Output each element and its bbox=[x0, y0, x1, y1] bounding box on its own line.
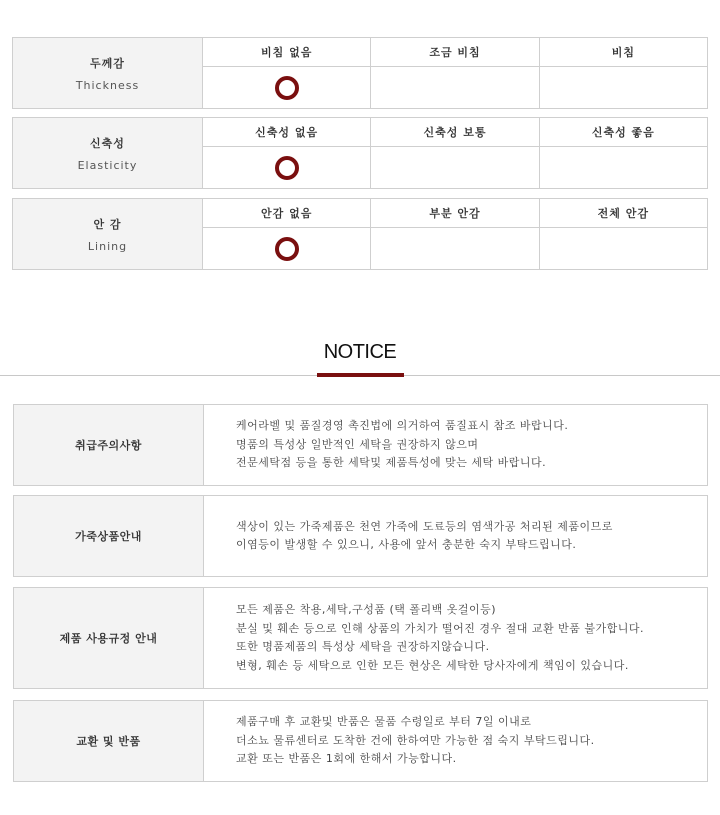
spec-elasticity-value-2 bbox=[371, 147, 539, 188]
spec-elasticity bbox=[12, 117, 708, 189]
notice-title: NOTICE bbox=[323, 341, 397, 363]
spec-thickness-option-3: 비침 bbox=[611, 46, 635, 59]
notice-usage-label: 제품 사용규정 안내 bbox=[14, 588, 204, 688]
notice-accent-bar bbox=[317, 373, 404, 377]
notice-exchange-line: 더소뇨 물류센터로 도착한 건에 한하여만 가능한 점 숙지 부탁드립니다. bbox=[236, 733, 595, 747]
spec-elasticity-value-3 bbox=[540, 147, 707, 188]
spec-lining-option-3: 전체 안감 bbox=[597, 207, 649, 220]
spec-thickness-label-ko: 두께감 bbox=[90, 56, 125, 70]
spec-thickness-value-3 bbox=[540, 67, 707, 108]
spec-elasticity-value-1 bbox=[203, 147, 371, 188]
notice-leather-line: 이염등이 발생할 수 있으니, 사용에 앞서 충분한 숙지 부탁드립니다. bbox=[236, 538, 577, 551]
spec-lining-label-cell bbox=[13, 199, 203, 269]
spec-lining-label-ko: 안 감 bbox=[93, 217, 122, 231]
spec-thickness-grid bbox=[203, 38, 707, 108]
spec-thickness-option-1: 비침 없음 bbox=[203, 38, 371, 66]
spec-elasticity-label-en: Elasticity bbox=[77, 158, 138, 172]
notice-usage bbox=[13, 587, 708, 689]
notice-care-line: 전문세탁점 등을 통한 세탁및 제품특성에 맞는 세탁 바랍니다. bbox=[236, 456, 547, 470]
notice-usage-line: 분실 및 훼손 등으로 인해 상품의 가치가 떨어진 경우 절대 교환 반품 불가합니다. bbox=[236, 621, 644, 635]
notice-care-line: 케어라벨 및 품질경영 촉진법에 의거하여 품질표시 참조 바랍니다. bbox=[236, 419, 569, 433]
notice-exchange-text bbox=[204, 701, 707, 781]
spec-thickness bbox=[12, 37, 708, 109]
notice-care-label: 취급주의사항 bbox=[14, 405, 204, 485]
notice-care-line: 명품의 특성상 일반적인 세탁을 권장하지 않으며 bbox=[236, 437, 479, 451]
selected-circle-icon bbox=[275, 156, 299, 180]
notice-leather bbox=[13, 495, 708, 577]
spec-elasticity-label-ko: 신축성 bbox=[90, 136, 125, 150]
spec-thickness-value-1 bbox=[203, 67, 371, 108]
spec-thickness-option-2: 조금 비침 bbox=[371, 38, 539, 66]
notice-leather-text bbox=[204, 496, 707, 576]
notice-exchange-line: 제품구매 후 교환및 반품은 물품 수령일로 부터 7일 이내로 bbox=[236, 715, 532, 729]
spec-elasticity-label-cell bbox=[13, 118, 203, 188]
spec-lining-label-en: Lining bbox=[87, 239, 128, 253]
spec-lining-option-1: 안감 없음 bbox=[203, 199, 371, 227]
selected-circle-icon bbox=[275, 76, 299, 100]
spec-lining-value-2 bbox=[371, 228, 539, 269]
spec-elasticity-option-1: 신축성 없음 bbox=[203, 118, 371, 146]
notice-leather-label: 가죽상품안내 bbox=[14, 496, 204, 576]
spec-lining-value-1 bbox=[203, 228, 371, 269]
notice-care bbox=[13, 404, 708, 486]
notice-exchange-label: 교환 및 반품 bbox=[14, 701, 204, 781]
spec-lining bbox=[12, 198, 708, 270]
notice-care-text bbox=[204, 405, 707, 485]
notice-leather-line: 색상이 있는 가죽제품은 천연 가죽에 도료등의 염색가공 처리된 제품이므로 bbox=[236, 519, 613, 533]
spec-elasticity-grid bbox=[203, 118, 707, 188]
spec-lining-option-2: 부분 안감 bbox=[371, 199, 539, 227]
notice-usage-line: 변형, 훼손 등 세탁으로 인한 모든 현상은 세탁한 당사자에게 책임이 있습니다. bbox=[236, 658, 629, 672]
selected-circle-icon bbox=[275, 237, 299, 261]
spec-elasticity-option-3: 신축성 좋음 bbox=[591, 126, 655, 139]
notice-exchange-line: 교환 또는 반품은 1회에 한해서 가능합니다. bbox=[236, 752, 457, 766]
spec-lining-value-3 bbox=[540, 228, 707, 269]
spec-thickness-label-cell bbox=[13, 38, 203, 108]
notice-usage-line: 모든 제품은 착용,세탁,구성품 (택 폴리백 옷걸이등) bbox=[236, 603, 497, 616]
spec-lining-grid bbox=[203, 199, 707, 269]
spec-elasticity-option-2: 신축성 보통 bbox=[371, 118, 539, 146]
notice-usage-text bbox=[204, 588, 707, 688]
notice-usage-line: 또한 명품제품의 특성상 세탁을 권장하지않습니다. bbox=[236, 640, 490, 653]
spec-thickness-label-en: Thickness bbox=[75, 78, 140, 92]
notice-exchange bbox=[13, 700, 708, 782]
spec-thickness-value-2 bbox=[371, 67, 539, 108]
